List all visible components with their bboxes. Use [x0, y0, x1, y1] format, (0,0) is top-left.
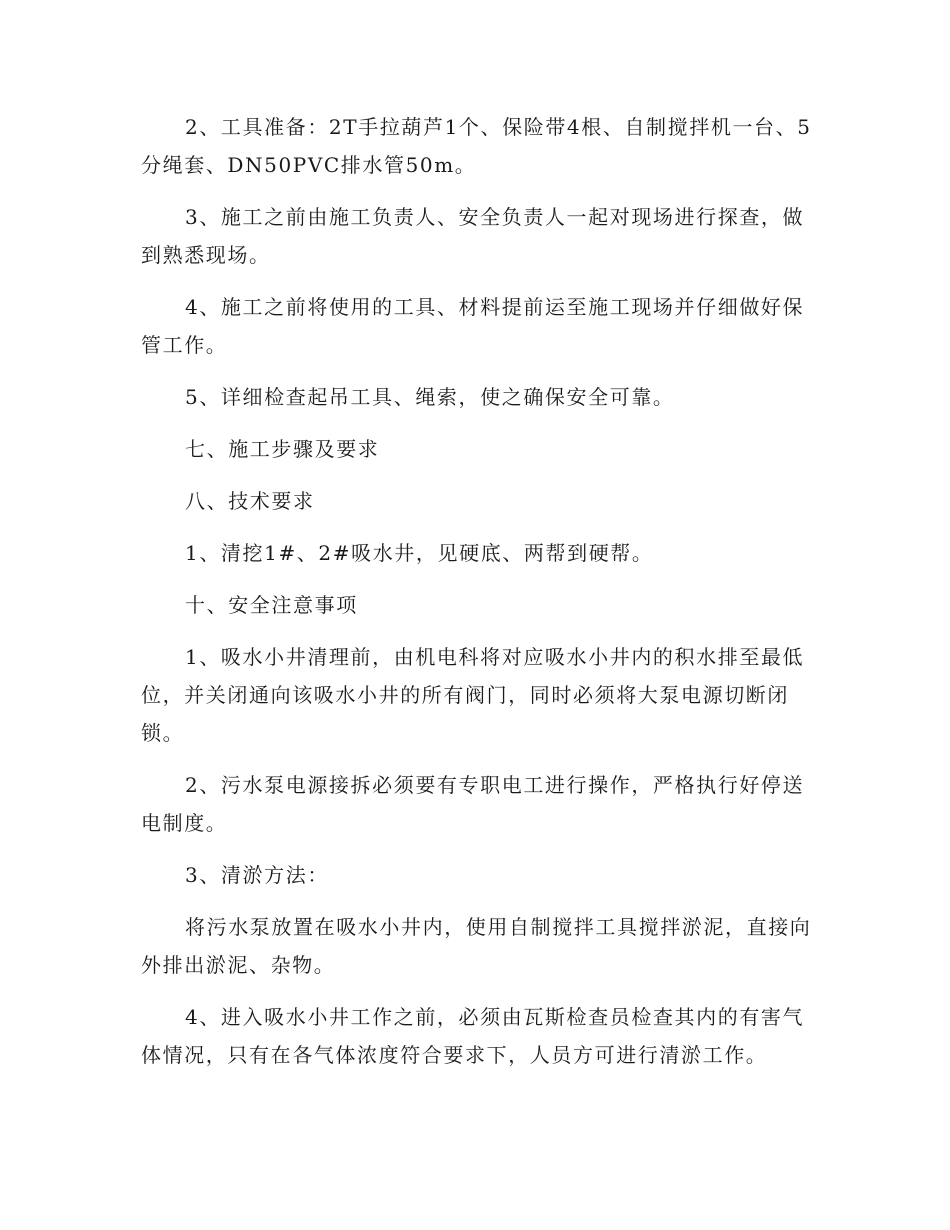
paragraph-well-clearing: 1、清挖1#、2#吸水井，见硬底、两帮到硬帮。: [185, 541, 654, 565]
paragraph-method-label: 3、清淤方法：: [185, 863, 329, 887]
paragraph-gas-check: 4、进入吸水小井工作之前，必须由瓦斯检查员检查其内的有害气体情况，只有在各气体浓度符合要求下，人员方可进行清淤工作。: [141, 1005, 805, 1067]
paragraph-lifting-check: 5、详细检查起吊工具、绳索，使之确保安全可靠。: [185, 385, 675, 409]
section-heading-safety: 十、安全注意事项: [185, 593, 358, 617]
paragraph-method-detail: 将污水泵放置在吸水小井内，使用自制搅拌工具搅拌淤泥，直接向外排出淤泥、杂物。: [141, 915, 812, 977]
paragraph-material-transport: 4、施工之前将使用的工具、材料提前运至施工现场并仔细做好保管工作。: [141, 295, 805, 357]
paragraph-drain-water: 1、吸水小井清理前，由机电科将对应吸水小井内的积水排至最低位，并关闭通向该吸水小井的所有阀门，同时必须将大泵电源切断闭锁。: [141, 645, 805, 745]
paragraph-electrician: 2、污水泵电源接拆必须要有专职电工进行操作，严格执行好停送电制度。: [141, 773, 805, 835]
document-body: [141, 108, 813, 1088]
section-heading-technical: 八、技术要求: [185, 489, 315, 513]
paragraph-site-survey: 3、施工之前由施工负责人、安全负责人一起对现场进行探查，做到熟悉现场。: [141, 205, 805, 267]
section-heading-steps: 七、施工步骤及要求: [185, 437, 380, 461]
paragraph-tool-preparation: 2、工具准备：2T手拉葫芦1个、保险带4根、自制搅拌机一台、5分绳套、DN50PVC排水管50m。: [141, 115, 812, 177]
